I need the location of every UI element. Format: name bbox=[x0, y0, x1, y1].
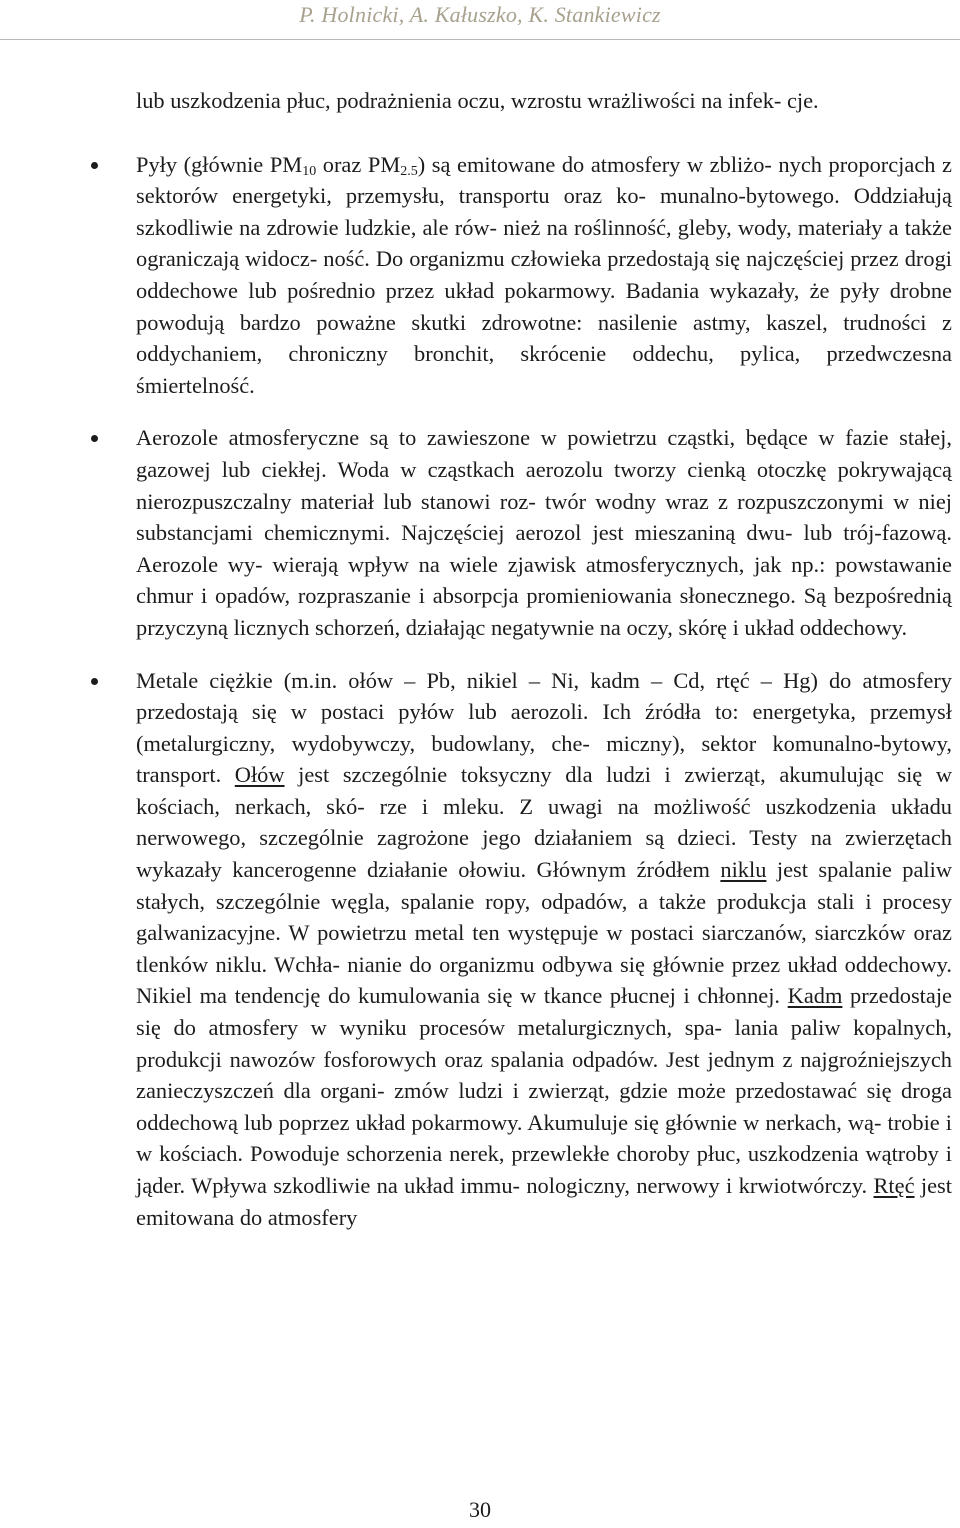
underlined-term-nickel: niklu bbox=[720, 857, 767, 883]
pm10-subscript: 10 bbox=[302, 163, 317, 179]
page-body bbox=[136, 85, 952, 1233]
underlined-term-lead: Ołów bbox=[234, 762, 285, 788]
bullet-text: Aerozole atmosferyczne są to zawieszone w powietrzu cząstki, będące w fazie stałej, gazowej lub ciekłej. Woda w cząstkach aerozolu tworzy cienką otoczkę pokrywającą nierozpuszczalny materiał lub stanowi roz- twór wodny wraz z rozpuszczonymi w niej substancjami chemicznymi. Najczęściej aerozol jest mieszaniną dwu- lub trój-fazową. Aerozole wy- wierają wpływ na wiele zjawisk atmosferycznych, jak np.: powstawanie chmur i opadów, rozpraszanie i absorpcja promieniowania słonecznego. Są bezpośrednią przyczyną licznych schorzeń, działając negatywnie na oczy, skórę i układ oddechowy. bbox=[136, 425, 952, 640]
bullet-item-aerosols bbox=[136, 422, 952, 643]
continuation-paragraph: lub uszkodzenia płuc, podrażnienia oczu, wzrostu wrażliwości na infek- cje. bbox=[136, 88, 819, 113]
header-divider bbox=[0, 39, 960, 40]
bullet-item-heavy-metals bbox=[136, 665, 952, 1234]
underlined-term-cadmium: Kadm bbox=[787, 983, 843, 1009]
underlined-term-mercury: Rtęć bbox=[873, 1173, 915, 1198]
bullet-icon bbox=[91, 162, 98, 169]
page-number: 30 bbox=[469, 1497, 491, 1522]
pm25-subscript: 2.5 bbox=[400, 163, 418, 179]
running-header: P. Holnicki, A. Kałuszko, K. Stankiewicz bbox=[299, 2, 661, 27]
bullet-text: Pyły (głównie $PM_{10}$ oraz $PM_{2.5}$) są emitowane do atmosfery w zbliżo- nych proporcjach z sektorów energetyki, przemysłu, transportu oraz ko- munalno-bytowego. Oddziałują szkodliwie na zdrowie ludzkie, ale rów- nież na roślinność, gleby, wody, materiały a także ograniczają widocz- ność. Do organizmu człowieka przedostają się najczęściej przez drogi oddechowe lub pośrednio przez układ pokarmowy. Badania wykazały, że pyły drobne powodują bardzo poważne skutki zdrowotne: nasilenie astmy, kaszel, trudności z oddychaniem, chroniczny bronchit, skrócenie oddechu, pylica, przedwczesna śmiertelność. bbox=[136, 151, 952, 398]
bullet-icon bbox=[91, 678, 98, 685]
bullet-list bbox=[136, 149, 952, 1234]
bullet-icon bbox=[91, 435, 98, 442]
bullet-text: Metale ciężkie (m.in. ołów – Pb, nikiel – Ni, kadm – Cd, rtęć – Hg) do atmosfery przedostają się w postaci pyłów lub aerozoli. Ich źródła to: energetyka, przemysł (metalurgiczny, wydobywczy, budowlany, che- miczny), sektor komunalno-bytowy, transport. Ołów jest szczególnie toksyczny dla ludzi i zwierząt, akumulując się w kościach, nerkach, skó- rze i mleku. Z uwagi na możliwość uszkodzenia układu nerwowego, szczególnie zagrożone jego działaniem są dzieci. Testy na zwierzętach wykazały kancerogenne działanie ołowiu. Głównym źródłem niklu jest spalanie paliw stałych, szczególnie węgla, spalanie ropy, odpadów, a także produkcja stali i procesy galwanizacyjne. W powietrzu metal ten występuje w postaci siarczanów, siarczków oraz tlenków niklu. Wchła- nianie do organizmu odbywa się głównie przez układ oddechowy. Nikiel ma tendencję do kumulowania się w tkance płucnej i chłonnej. Kadm przedostaje się do atmosfery w wyniku procesów metalurgicznych, spa- lania paliw kopalnych, produkcji nawozów fosforowych oraz spalania odpadów. Jest jednym z najgroźniejszych zanieczyszczeń dla organi- zmów ludzi i zwierząt, gdzie może przedostawać się droga oddechową lub poprzez układ pokarmowy. Akumuluje się głównie w nerkach, wą- trobie i w kościach. Powoduje schorzenia nerek, przewlekłe choroby płuc, uszkodzenia wątroby i jąder. Wpływa szkodliwie na układ immu- nologiczny, nerwowy i krwiotwórczy. Rtęć jest emitowana do atmosfery bbox=[136, 667, 952, 1230]
bullet-item-particulates bbox=[136, 149, 952, 402]
